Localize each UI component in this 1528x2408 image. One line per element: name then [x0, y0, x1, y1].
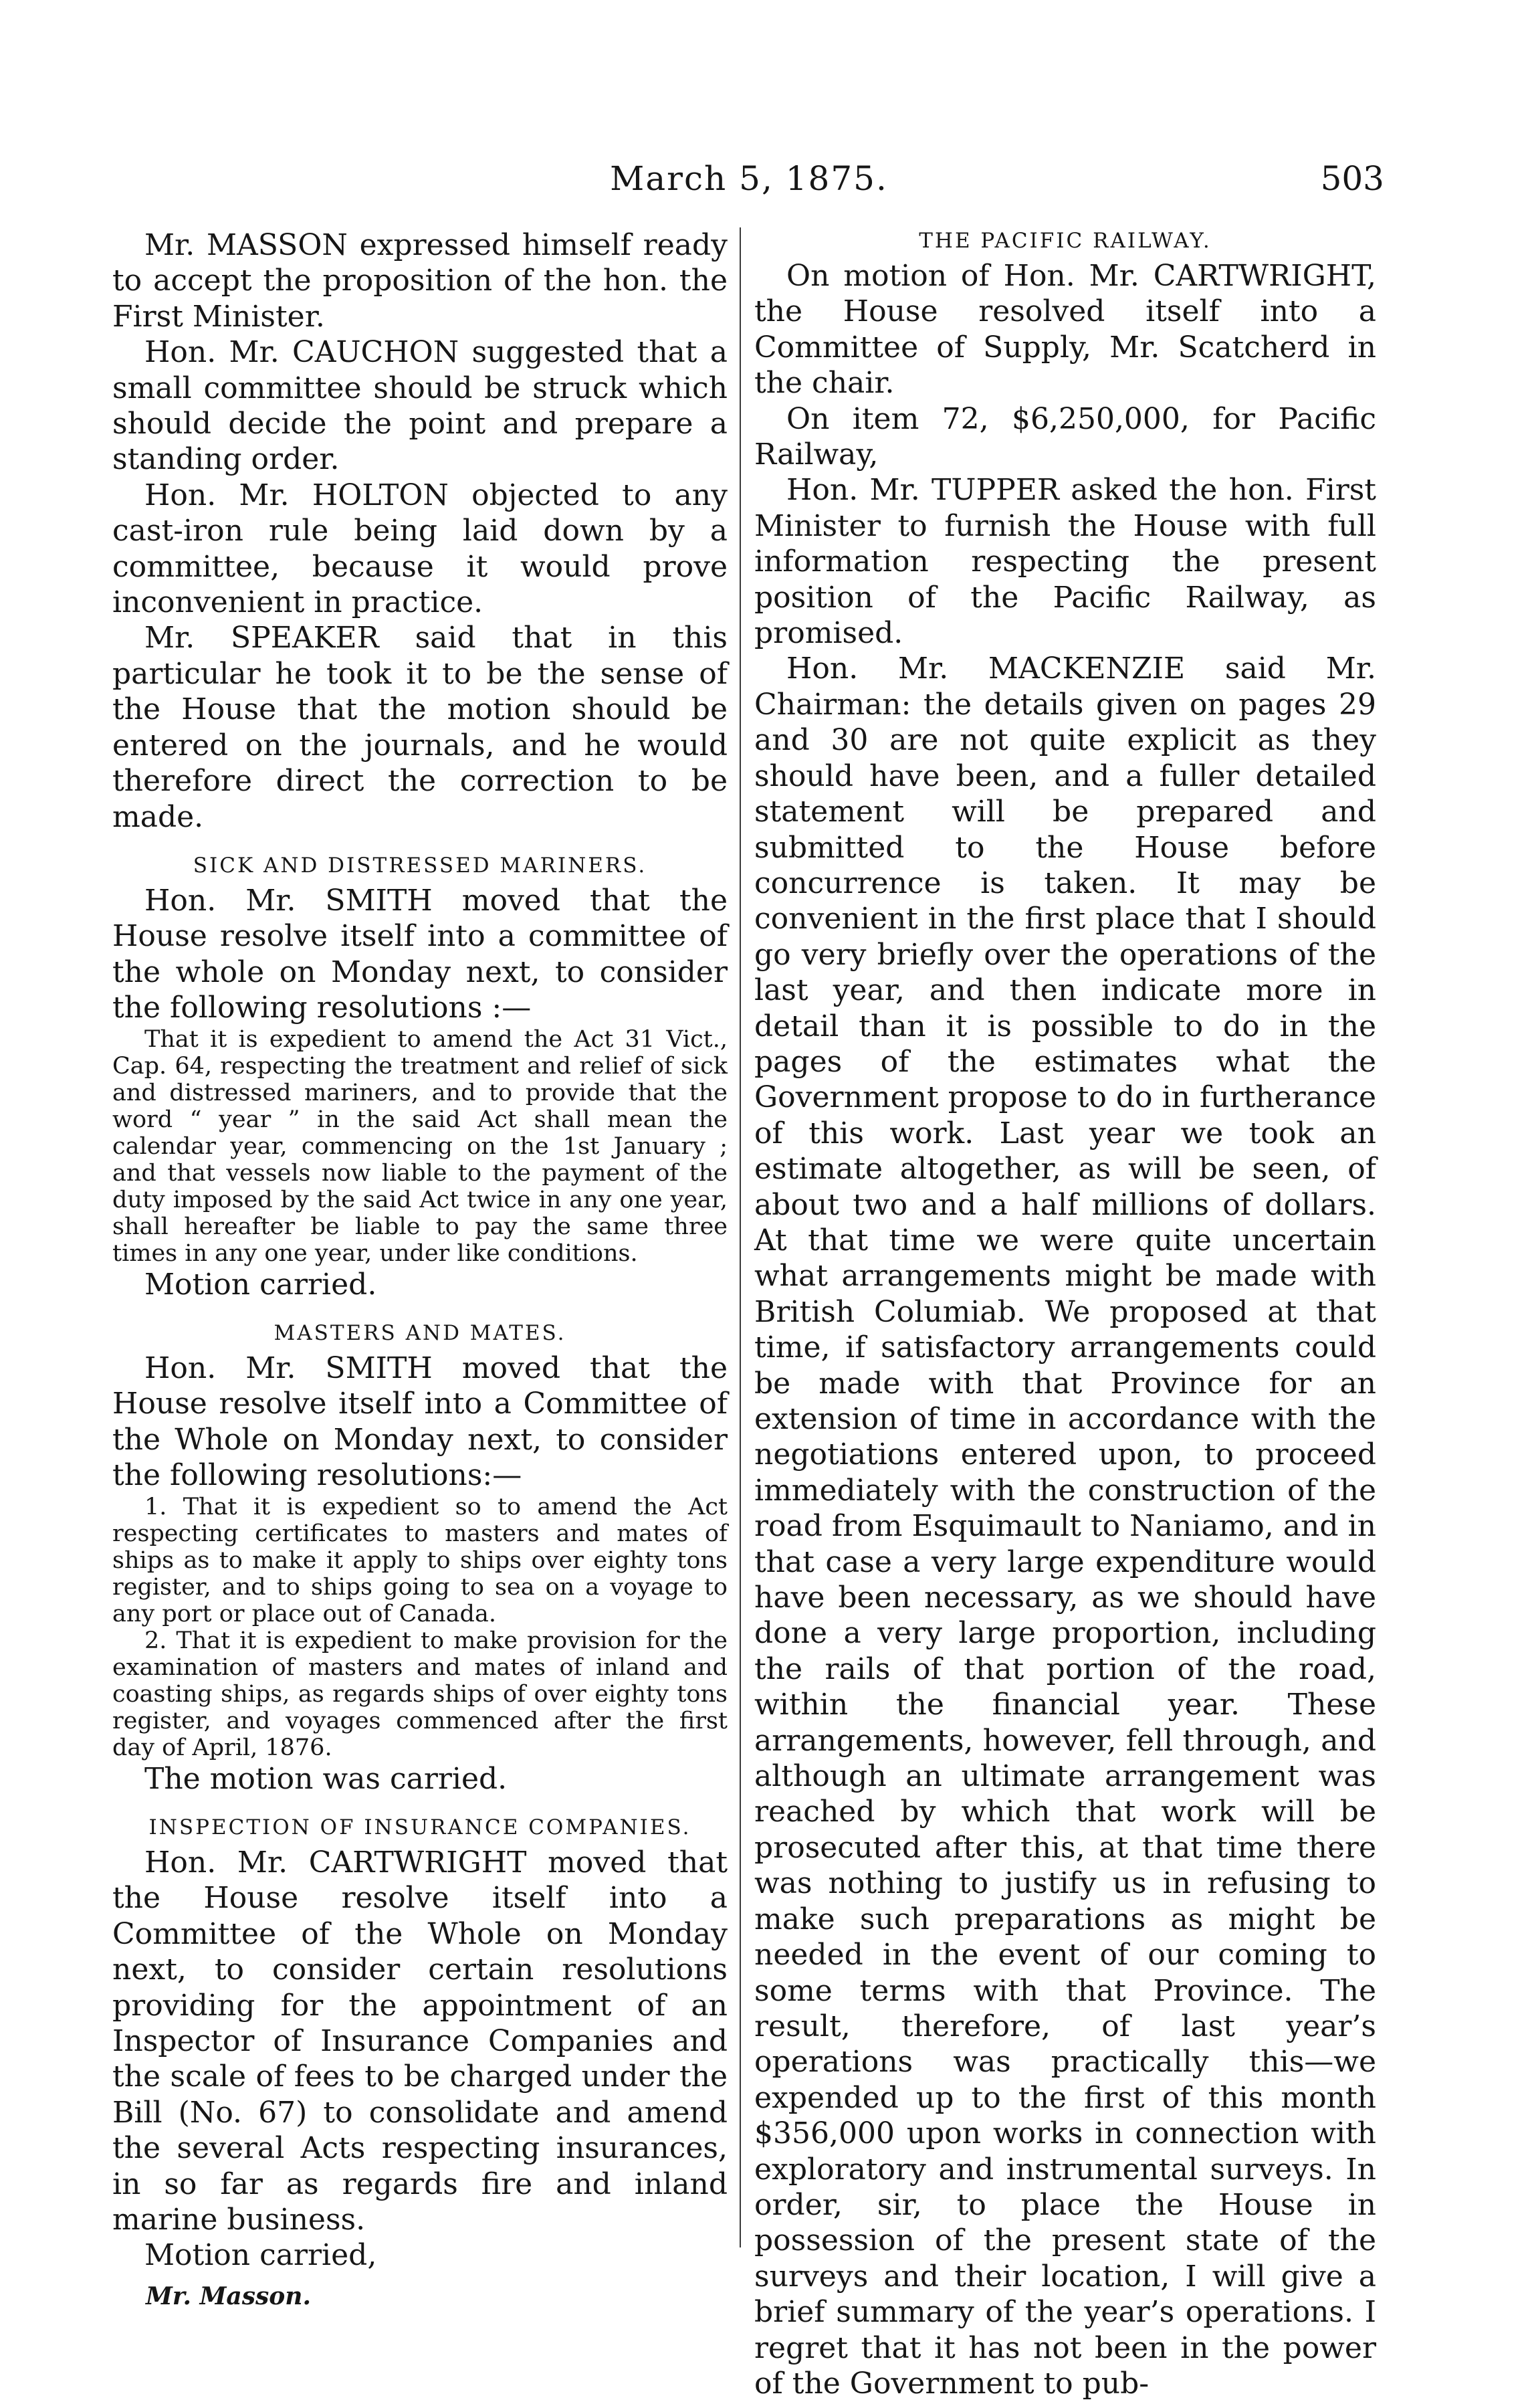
paragraph-mackenzie: Hon. Mr. MACKENZIE said Mr. Chairman: the details given on pages 29 and 30 are not quite explicit as they should have been, and a fuller detailed statement will be prepared and submitted to the House before concurrence is taken. It may be convenient in the first place that I should go very briefly over the operations of the last year, and then indicate more in detail than it is possible to do in the pages of the estimates what the Government propose to do in furtherance of this work. Last year we took an estimate altogether, as will be seen, of about two and a half millions of dollars. At that time we were quite uncertain what arrangements might be made with British Columiab. We proposed at that time, if satisfactory arrangements could be made with that Province for an extension of time in accordance with the negotiations entered upon, to proceed immediately with the construction of the road from Esquimault to Naniamo, and in that case a very large expenditure would have been necessary, as we should have done a very large proportion, including the rails of that portion of the road, within the financial year. These arrangements, however, fell through, and although an ultimate arrangement was reached by which that work will be prosecuted after this, at that time there was nothing to justify us in refusing to make such preparations as might be needed in the event of our coming to some terms with that Province. The result, therefore, of last year’s operations was practically this—we expended up to the first of this month $356,000 upon works in connection with exploratory and instrumental surveys. In order, sir, to place the House in possession of the present state of the surveys and their location, I will give a brief summary of the year’s operations. I regret that it has not been in the power of the Government to pub- — [754, 651, 1376, 2401]
paragraph-cauchon: Hon. Mr. CAUCHON suggested that a small committee should be struck which should decide the point and prepare a standing order. — [112, 335, 728, 477]
right-column — [754, 227, 1376, 2401]
resolution-masters-1: 1. That it is expedient so to amend the Act respecting certificates to masters and mates of ships as to make it apply to ships over eighty tons register, and to ships going to sea on a voyage to any port or place out of Canada. — [112, 1493, 728, 1627]
paragraph-masson: Mr. MASSON expressed himself ready to accept the proposition of the hon. the First Minister. — [112, 228, 728, 334]
paragraph-smith-masters: Hon. Mr. SMITH moved that the House resolve itself into a Committee of the Whole on Monday next, to consider the following resolutions:— — [112, 1350, 728, 1493]
column-divider — [740, 227, 741, 2247]
paragraph-smith-mariners: Hon. Mr. SMITH moved that the House resolve itself into a committee of the whole on Monday next, to consider the following resolutions :— — [112, 883, 728, 1025]
section-heading-insurance: INSPECTION OF INSURANCE COMPANIES. — [148, 1815, 691, 1839]
running-header — [114, 159, 1384, 206]
section-heading-sick-mariners: SICK AND DISTRESSED MARINERS. — [193, 853, 647, 878]
resolution-masters-2: 2. That it is expedient to make provision for the examination of masters and mates of inland and coasting ships, as regards ships of over eighty tons register, and voyages commenced after the first day of April, 1876. — [112, 1627, 728, 1761]
paragraph-motion-carried-3: Motion carried, — [144, 2238, 377, 2273]
paragraph-cartwright-insurance: Hon. Mr. CARTWRIGHT moved that the House resolve itself into a Committee of the Whole on Monday next, to consider certain resolutions providing for the appointment of an Inspector of Insurance Companies and the scale of fees to be charged under the Bill (No. 67) to consolidate and amend the several Acts respecting insurances, in so far as regards fire and inland marine business. — [112, 1845, 728, 2237]
paragraph-committee-supply: On motion of Hon. Mr. CARTWRIGHT, the House resolved itself into a Committee of Supply, Mr. Scatcherd in the chair. — [754, 259, 1376, 401]
section-heading-masters-mates: MASTERS AND MATES. — [274, 1320, 566, 1345]
section-heading-pacific-railway: THE PACIFIC RAILWAY. — [919, 229, 1212, 253]
left-column — [112, 227, 728, 2311]
paragraph-tupper: Hon. Mr. TUPPER asked the hon. First Minister to furnish the House with full information respecting the present position of the Pacific Railway, as promised. — [754, 473, 1376, 651]
paragraph-motion-carried-2: The motion was carried. — [144, 1761, 508, 1796]
paragraph-item-72: On item 72, $6,250,000, for Pacific Railway, — [754, 401, 1376, 472]
footer-speaker-name: Mr. Masson. — [146, 2282, 312, 2310]
page-number: 503 — [1320, 159, 1384, 198]
paragraph-speaker: Mr. SPEAKER said that in this particular he took it to be the sense of the House that the motion should be entered on the journals, and he would therefore direct the correction to be made. — [112, 621, 728, 834]
resolution-sick-mariners: That it is expedient to amend the Act 31 Vict., Cap. 64, respecting the treatment and relief of sick and distressed mariners, and to provide that the word “ year ” in the said Act shall mean the calendar year, commencing on the 1st January ; and that vessels now liable to the payment of the duty imposed by the said Act twice in any one year, shall hereafter be liable to pay the same three times in any one year, under like conditions. — [112, 1025, 728, 1267]
header-date: March 5, 1875. — [610, 159, 888, 198]
paragraph-holton: Hon. Mr. HOLTON objected to any cast-iron rule being laid down by a committee, because it would prove inconvenient in practice. — [112, 478, 728, 620]
paragraph-motion-carried-1: Motion carried. — [144, 1267, 377, 1302]
